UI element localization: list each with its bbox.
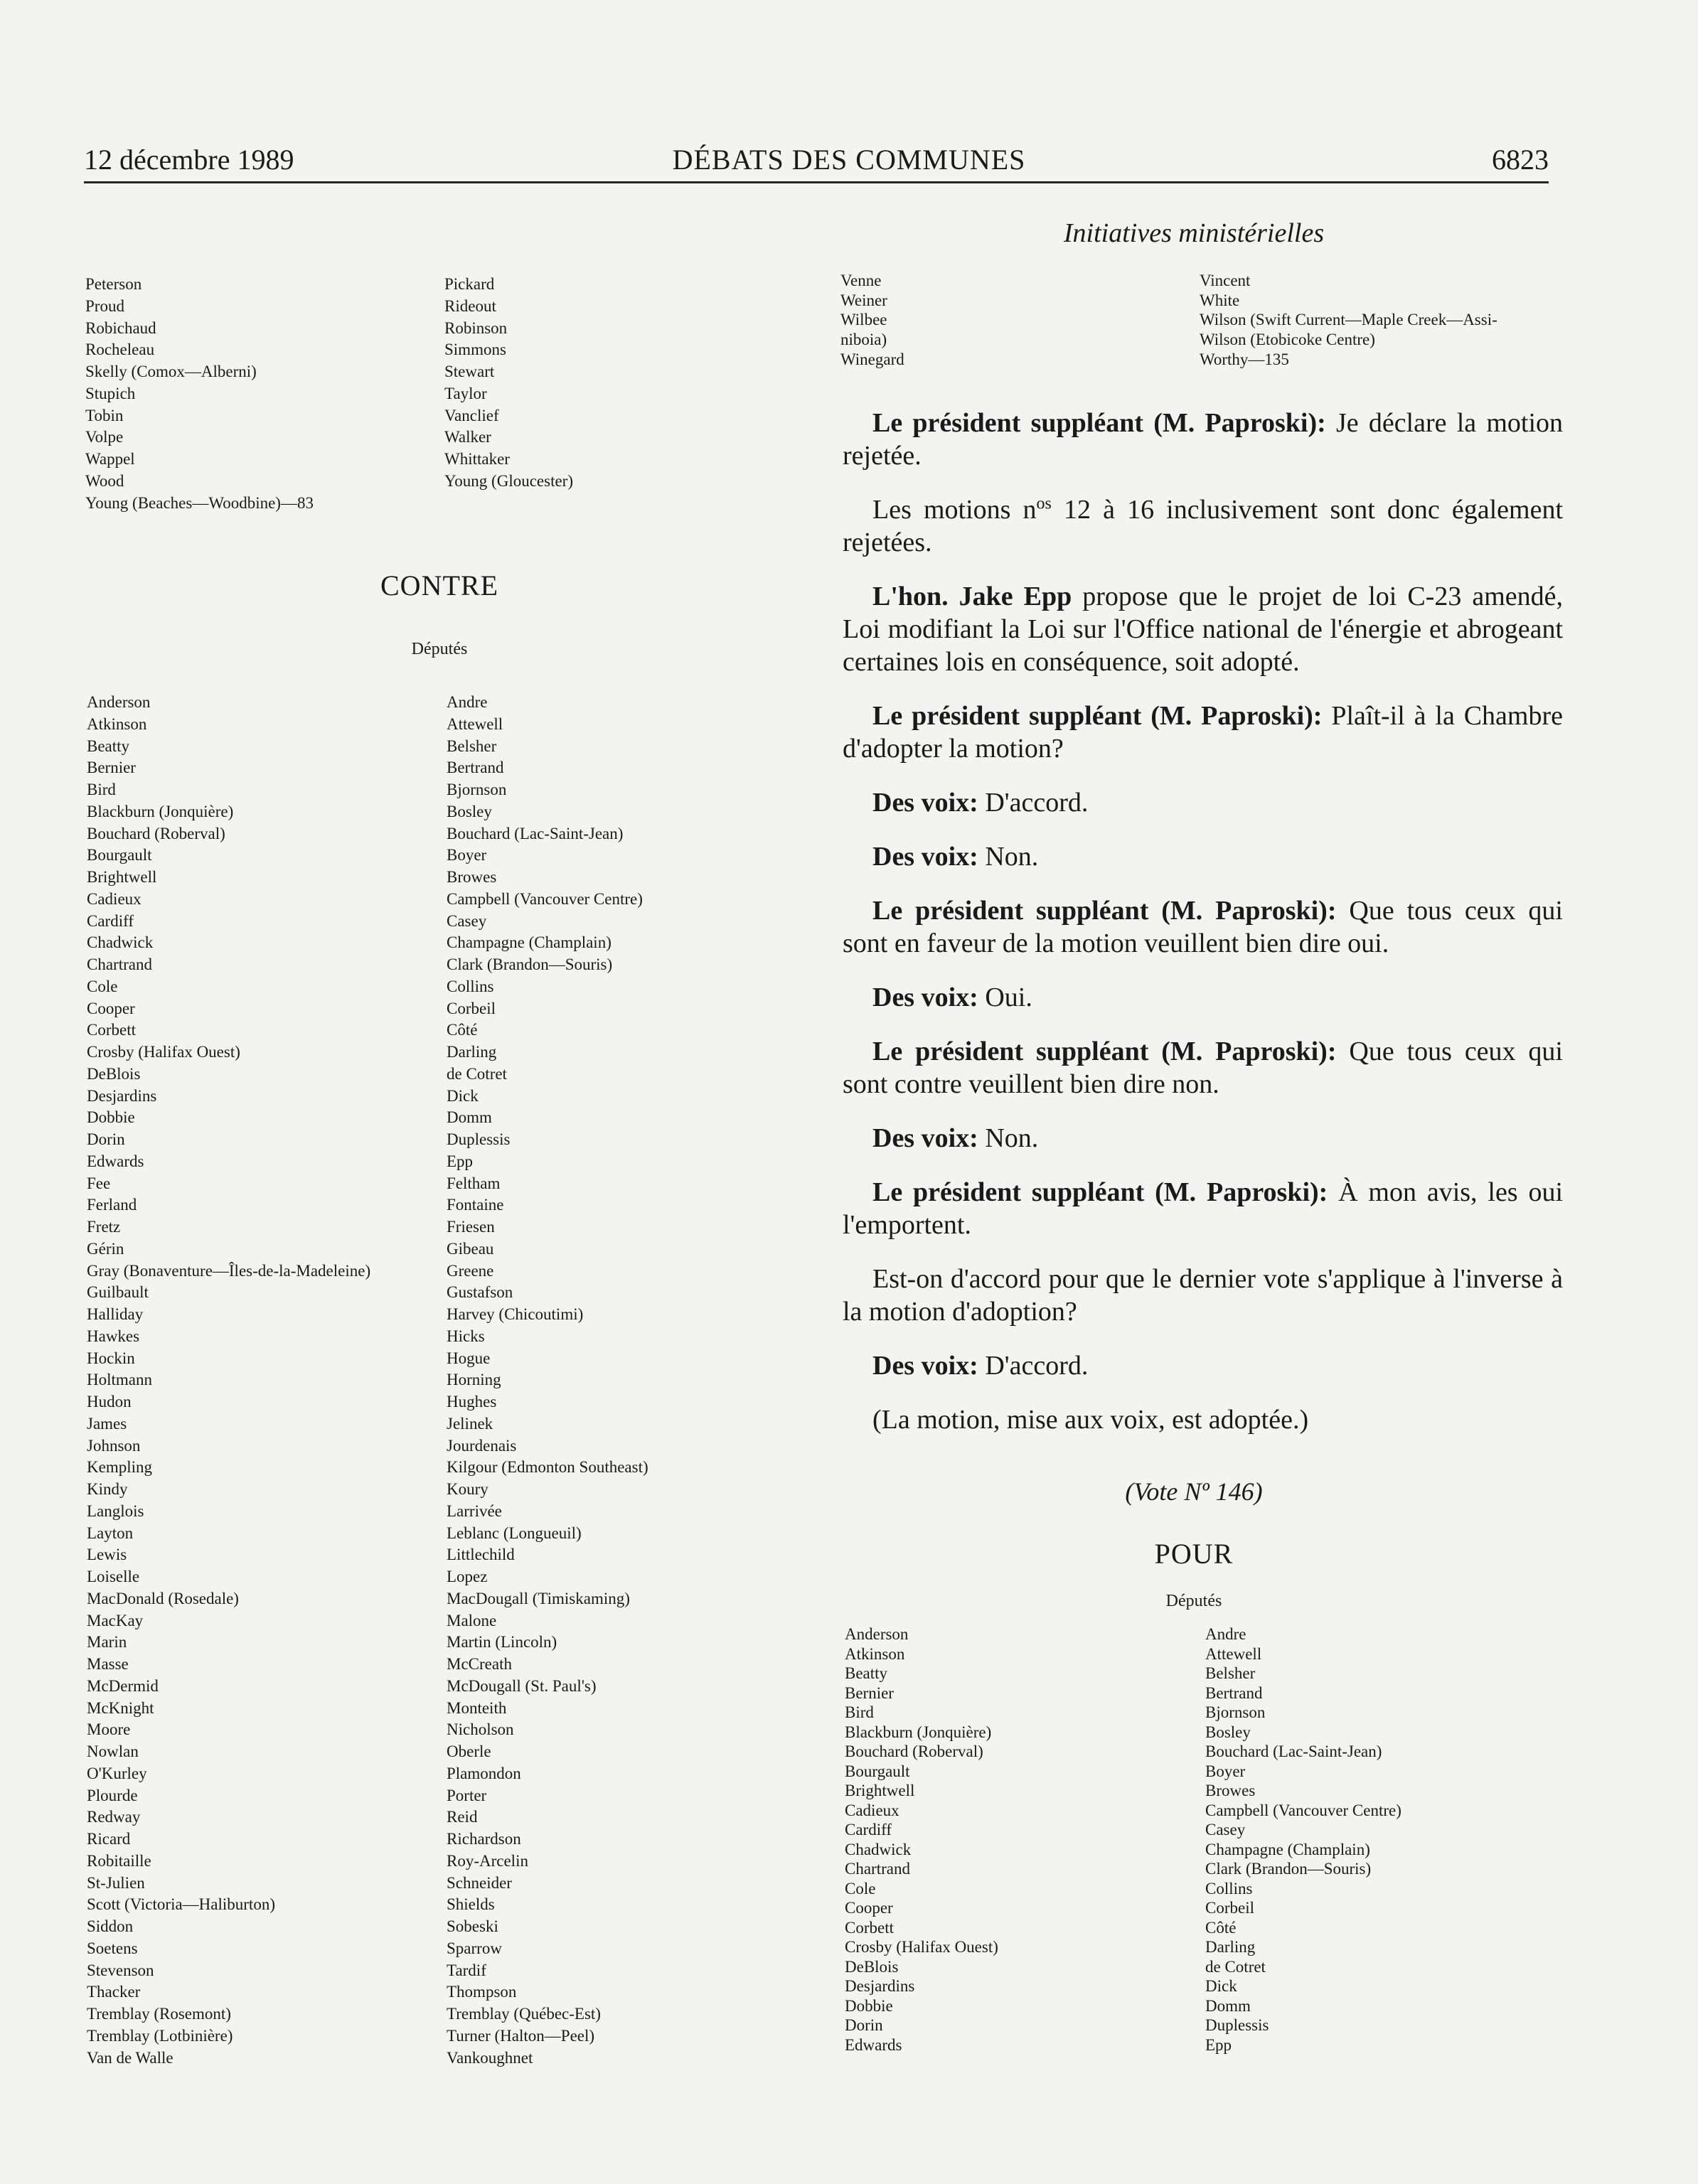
member-name: Dick (1205, 1977, 1237, 1995)
member-name: Bjornson (447, 781, 507, 798)
member-name: niboia) (840, 331, 887, 349)
member-name: Shields (447, 1895, 495, 1914)
member-name: Tardif (447, 1961, 486, 1979)
member-name: Vincent (1200, 272, 1251, 289)
member-name: Vanclief (444, 406, 499, 424)
member-name: Kindy (87, 1480, 128, 1498)
member-name: Cadieux (87, 889, 142, 908)
member-name: Wilson (Swift Current—Maple Creek—Assi- (1200, 311, 1497, 329)
member-name: Cole (845, 1879, 876, 1897)
member-name: Browes (447, 868, 497, 886)
member-name: Champagne (Champlain) (447, 933, 612, 952)
member-name: Corbeil (1205, 1899, 1254, 1917)
member-name: Halliday (87, 1305, 144, 1323)
member-name: Ricard (87, 1830, 131, 1848)
member-name: Beatty (87, 737, 130, 755)
member-name: Worthy—135 (1200, 350, 1289, 368)
member-name: Cooper (87, 999, 135, 1017)
member-name: Schneider (447, 1873, 512, 1892)
member-name: Plamondon (447, 1764, 521, 1782)
member-name: Cadieux (845, 1801, 899, 1819)
debate-paragraph: Des voix: Oui. (872, 983, 1032, 1012)
header-date: 12 décembre 1989 (84, 144, 294, 176)
name-list (840, 271, 904, 369)
member-name: Anderson (87, 693, 151, 711)
member-name: Stevenson (87, 1961, 154, 1979)
member-name: Malone (447, 1611, 497, 1629)
member-name: Darling (1205, 1938, 1256, 1956)
member-name: Walker (444, 428, 491, 446)
member-name: Casey (447, 911, 487, 930)
member-name: Chadwick (845, 1840, 912, 1858)
member-name: Beatty (845, 1664, 888, 1682)
member-name: Chartrand (87, 956, 152, 973)
member-name: Dick (447, 1086, 479, 1105)
section-label: Initiatives ministérielles (1063, 218, 1325, 248)
member-name: Brightwell (845, 1782, 915, 1799)
contre-subheading: Députés (411, 640, 468, 658)
member-name: Thacker (87, 1983, 141, 2001)
member-name: Koury (447, 1480, 488, 1498)
member-name: MacDougall (Timiskaming) (447, 1589, 630, 1607)
debate-paragraph: Le président suppléant (M. Paproski): Je déclare la motion rejetée. (843, 408, 1563, 471)
member-name: Sparrow (447, 1939, 502, 1957)
name-list (444, 274, 573, 493)
pour-heading: POUR (1154, 1538, 1234, 1570)
member-name: Hudon (87, 1393, 132, 1410)
contre-heading: CONTRE (380, 569, 498, 601)
member-name: Côté (447, 1021, 478, 1039)
member-name: Stupich (85, 384, 136, 402)
member-name: Chartrand (845, 1860, 910, 1878)
member-name: MacKay (87, 1611, 144, 1629)
member-name: Tremblay (Québec-Est) (447, 2005, 601, 2023)
speaker: Le président suppléant (M. Paproski): (872, 896, 1337, 926)
member-name: Attewell (1205, 1644, 1262, 1663)
member-name: Boyer (447, 846, 487, 864)
name-list (87, 692, 370, 2069)
member-name: Bird (845, 1703, 874, 1721)
member-name: Siddon (87, 1917, 134, 1935)
member-name: Tremblay (Lotbinière) (87, 2026, 233, 2045)
member-name: Leblanc (Longueuil) (447, 1524, 582, 1542)
member-name: Vankoughnet (447, 2048, 533, 2067)
speaker: Des voix: (872, 788, 978, 818)
member-name: Jourdenais (447, 1436, 517, 1455)
vote-number: (Vote Nº 146) (1125, 1477, 1263, 1506)
member-name: Casey (1205, 1821, 1246, 1838)
member-name: Van de Walle (87, 2048, 173, 2067)
member-name: Gibeau (447, 1239, 494, 1258)
member-name: Nowlan (87, 1743, 139, 1760)
member-name: Tremblay (Rosemont) (87, 2005, 231, 2023)
member-name: Holtmann (87, 1371, 152, 1389)
member-name: Dobbie (87, 1108, 135, 1127)
member-name: Atkinson (87, 714, 147, 733)
debate-paragraph: Le président suppléant (M. Paproski): Que tous ceux qui sont en faveur de la motion veuillent bien dire oui. (843, 896, 1563, 958)
member-name: Collins (447, 977, 494, 995)
member-name: Hicks (447, 1327, 485, 1345)
member-name: Lopez (447, 1568, 488, 1585)
member-name: Hughes (447, 1393, 497, 1410)
member-name: Guilbault (87, 1283, 149, 1302)
member-name: Stewart (444, 363, 495, 380)
member-name: Boyer (1205, 1762, 1246, 1780)
member-name: Nicholson (447, 1720, 514, 1739)
member-name: Collins (1205, 1879, 1253, 1897)
member-name: Plourde (87, 1786, 138, 1804)
member-name: Rocheleau (85, 341, 155, 359)
member-name: McDougall (St. Paul's) (447, 1676, 597, 1695)
member-name: Masse (87, 1655, 129, 1673)
member-name: Edwards (845, 2035, 902, 2054)
member-name: DeBlois (845, 1957, 899, 1976)
member-name: Bertrand (447, 759, 504, 777)
member-name: Cole (87, 977, 118, 995)
member-name: Campbell (Vancouver Centre) (1205, 1801, 1401, 1819)
debate-paragraph: (La motion, mise aux voix, est adoptée.) (872, 1405, 1309, 1435)
member-name: Desjardins (87, 1086, 157, 1105)
member-name: McCreath (447, 1655, 512, 1673)
member-name: Bertrand (1205, 1684, 1263, 1702)
speaker: Le président suppléant (M. Paproski): (872, 1037, 1337, 1066)
member-name: Corbett (845, 1918, 894, 1937)
member-name: Cardiff (87, 911, 134, 930)
member-name: Rideout (444, 296, 496, 315)
name-list (447, 692, 648, 2069)
debate-paragraph: Des voix: Non. (872, 1123, 1039, 1153)
member-name: O'Kurley (87, 1764, 147, 1782)
member-name: Bernier (87, 759, 136, 777)
member-name: Littlechild (447, 1546, 515, 1564)
member-name: Epp (1205, 2035, 1232, 2054)
debate-paragraph: Est-on d'accord pour que le dernier vote s'applique à l'inverse à la motion d'adoption? (843, 1264, 1563, 1327)
member-name: Bosley (1205, 1723, 1251, 1741)
member-name: Reid (447, 1808, 478, 1826)
member-name: Edwards (87, 1152, 144, 1170)
member-name: Bosley (447, 802, 492, 820)
member-name: Wilson (Etobicoke Centre) (1200, 331, 1375, 349)
member-name: Redway (87, 1808, 141, 1826)
member-name: Tobin (85, 406, 124, 424)
member-name: Corbett (87, 1021, 136, 1039)
member-name: de Cotret (1205, 1957, 1266, 1976)
member-name: Bouchard (Roberval) (87, 824, 225, 842)
member-name: Martin (Lincoln) (447, 1633, 557, 1652)
member-name: Sobeski (447, 1917, 498, 1935)
pour-subheading: Députés (1165, 1592, 1222, 1610)
member-name: Simmons (444, 341, 506, 359)
member-name: Horning (447, 1371, 501, 1389)
member-name: Bernier (845, 1684, 894, 1702)
member-name: MacDonald (Rosedale) (87, 1589, 239, 1607)
name-list (845, 1624, 998, 2055)
member-name: Jelinek (447, 1414, 493, 1433)
member-name: Clark (Brandon—Souris) (1205, 1860, 1372, 1878)
member-name: Harvey (Chicoutimi) (447, 1305, 584, 1323)
speaker: L'hon. Jake Epp (872, 582, 1072, 611)
member-name: Domm (1205, 1996, 1251, 2015)
member-name: St-Julien (87, 1873, 145, 1892)
member-name: Dorin (87, 1130, 125, 1148)
member-name: Domm (447, 1108, 492, 1127)
debate-text (843, 407, 1563, 1457)
member-name: Proud (85, 296, 124, 315)
member-name: Cardiff (845, 1821, 892, 1838)
debate-paragraph: Des voix: Non. (872, 842, 1039, 872)
member-name: Blackburn (Jonquière) (845, 1723, 992, 1741)
member-name: de Cotret (447, 1064, 507, 1083)
debate-paragraph: Des voix: D'accord. (872, 788, 1089, 818)
member-name: Hockin (87, 1349, 135, 1367)
member-name: Fontaine (447, 1196, 504, 1214)
member-name: Wappel (85, 450, 135, 468)
member-name: McKnight (87, 1698, 154, 1717)
member-name: Browes (1205, 1782, 1256, 1799)
member-name: Andre (447, 693, 488, 711)
member-name: Hawkes (87, 1327, 140, 1345)
member-name: Kilgour (Edmonton Southeast) (447, 1458, 648, 1477)
member-name: Weiner (840, 291, 887, 309)
member-name: White (1200, 291, 1240, 309)
member-name: Johnson (87, 1436, 141, 1455)
member-name: Roy-Arcelin (447, 1851, 528, 1870)
member-name: Desjardins (845, 1977, 915, 1995)
member-name: Friesen (447, 1218, 495, 1236)
member-name: Kempling (87, 1458, 152, 1477)
page-number: 6823 (1492, 144, 1549, 176)
member-name: Young (Beaches—Woodbine)—83 (85, 493, 314, 512)
member-name: Loiselle (87, 1568, 140, 1585)
speaker: Le président suppléant (M. Paproski): (872, 1177, 1328, 1207)
member-name: Young (Gloucester) (444, 471, 574, 490)
debate-paragraph: Le président suppléant (M. Paproski): À mon avis, les oui l'emportent. (843, 1177, 1563, 1240)
member-name: Atkinson (845, 1644, 905, 1663)
member-name: Scott (Victoria—Haliburton) (87, 1895, 275, 1914)
member-name: Fretz (87, 1218, 121, 1236)
member-name: Corbeil (447, 999, 496, 1017)
member-name: Lewis (87, 1546, 127, 1564)
member-name: Bouchard (Lac-Saint-Jean) (1205, 1743, 1382, 1760)
member-name: James (87, 1414, 127, 1433)
speaker: Le président suppléant (M. Paproski): (872, 701, 1323, 731)
member-name: Robinson (444, 318, 508, 337)
member-name: Bouchard (Roberval) (845, 1743, 983, 1760)
member-name: Belsher (447, 737, 497, 755)
member-name: Chadwick (87, 933, 154, 952)
member-name: Anderson (845, 1625, 909, 1643)
name-list (85, 274, 314, 514)
member-name: Crosby (Halifax Ouest) (87, 1043, 240, 1061)
debate-paragraph: Des voix: D'accord. (872, 1351, 1089, 1381)
member-name: Volpe (85, 428, 124, 446)
member-name: Dobbie (845, 1996, 893, 2015)
member-name: Robitaille (87, 1851, 151, 1870)
speaker: Des voix: (872, 1351, 978, 1381)
member-name: Darling (447, 1043, 497, 1061)
member-name: Hogue (447, 1349, 491, 1367)
member-name: Champagne (Champlain) (1205, 1840, 1370, 1858)
member-name: DeBlois (87, 1064, 141, 1083)
member-name: Whittaker (444, 450, 510, 468)
debate-paragraph: Le président suppléant (M. Paproski): Que tous ceux qui sont contre veuillent bien dire non. (843, 1037, 1563, 1099)
member-name: Taylor (444, 384, 487, 402)
member-name: Porter (447, 1786, 487, 1804)
member-name: Bird (87, 781, 116, 798)
member-name: Turner (Halton—Peel) (447, 2026, 595, 2045)
member-name: Fee (87, 1174, 111, 1192)
member-name: McDermid (87, 1676, 159, 1695)
member-name: Blackburn (Jonquière) (87, 802, 234, 820)
member-name: Richardson (447, 1830, 521, 1848)
member-name: Langlois (87, 1502, 144, 1520)
member-name: Attewell (447, 714, 503, 733)
member-name: Skelly (Comox—Alberni) (85, 363, 257, 380)
member-name: Bourgault (87, 846, 152, 864)
member-name: Layton (87, 1524, 134, 1542)
member-name: Thompson (447, 1983, 517, 2001)
member-name: Venne (840, 272, 882, 289)
member-name: Clark (Brandon—Souris) (447, 956, 613, 973)
member-name: Gustafson (447, 1283, 513, 1302)
member-name: Soetens (87, 1939, 138, 1957)
member-name: Moore (87, 1720, 131, 1739)
member-name: Marin (87, 1633, 127, 1652)
member-name: Epp (447, 1152, 474, 1170)
member-name: Cooper (845, 1899, 893, 1917)
member-name: Robichaud (85, 318, 156, 337)
speaker: Des voix: (872, 842, 978, 872)
member-name: Peterson (85, 275, 142, 293)
name-list (1200, 271, 1497, 369)
member-name: Belsher (1205, 1664, 1256, 1682)
member-name: Winegard (840, 350, 904, 368)
speaker: Le président suppléant (M. Paproski): (872, 408, 1326, 438)
speaker: Des voix: (872, 1123, 978, 1153)
member-name: Oberle (447, 1743, 491, 1760)
member-name: Dorin (845, 2016, 883, 2034)
member-name: Andre (1205, 1625, 1246, 1643)
member-name: Wilbee (840, 311, 887, 329)
member-name: Campbell (Vancouver Centre) (447, 889, 643, 908)
member-name: Duplessis (447, 1130, 511, 1148)
header-title: DÉBATS DES COMMUNES (672, 144, 1026, 176)
debate-paragraph: L'hon. Jake Epp propose que le projet de loi C-23 amendé, Loi modifiant la Loi sur l'Office national de l'énergie et abrogeant certaines lois en conséquence, soit adopté. (843, 582, 1563, 677)
member-name: Feltham (447, 1174, 501, 1192)
debate-paragraph: Le président suppléant (M. Paproski): Plaît-il à la Chambre d'adopter la motion? (843, 701, 1563, 764)
member-name: Greene (447, 1261, 494, 1280)
member-name: Bouchard (Lac-Saint-Jean) (447, 824, 624, 842)
speaker: Des voix: (872, 983, 978, 1012)
name-list (1205, 1624, 1401, 2055)
member-name: Gray (Bonaventure—Îles-de-la-Madeleine) (87, 1261, 371, 1280)
member-name: Ferland (87, 1196, 137, 1214)
member-name: Gérin (87, 1239, 124, 1258)
member-name: Bourgault (845, 1762, 910, 1780)
member-name: Wood (85, 471, 124, 490)
member-name: Crosby (Halifax Ouest) (845, 1938, 998, 1956)
member-name: Duplessis (1205, 2016, 1269, 2034)
member-name: Côté (1205, 1918, 1237, 1937)
member-name: Bjornson (1205, 1703, 1266, 1721)
member-name: Pickard (444, 275, 495, 293)
member-name: Larrivée (447, 1502, 502, 1520)
member-name: Brightwell (87, 868, 157, 886)
member-name: Monteith (447, 1698, 507, 1717)
header-rule (84, 181, 1549, 183)
debate-paragraph: Les motions $n^{os}$ 12 à 16 inclusivement sont donc également rejetées. (843, 494, 1564, 557)
